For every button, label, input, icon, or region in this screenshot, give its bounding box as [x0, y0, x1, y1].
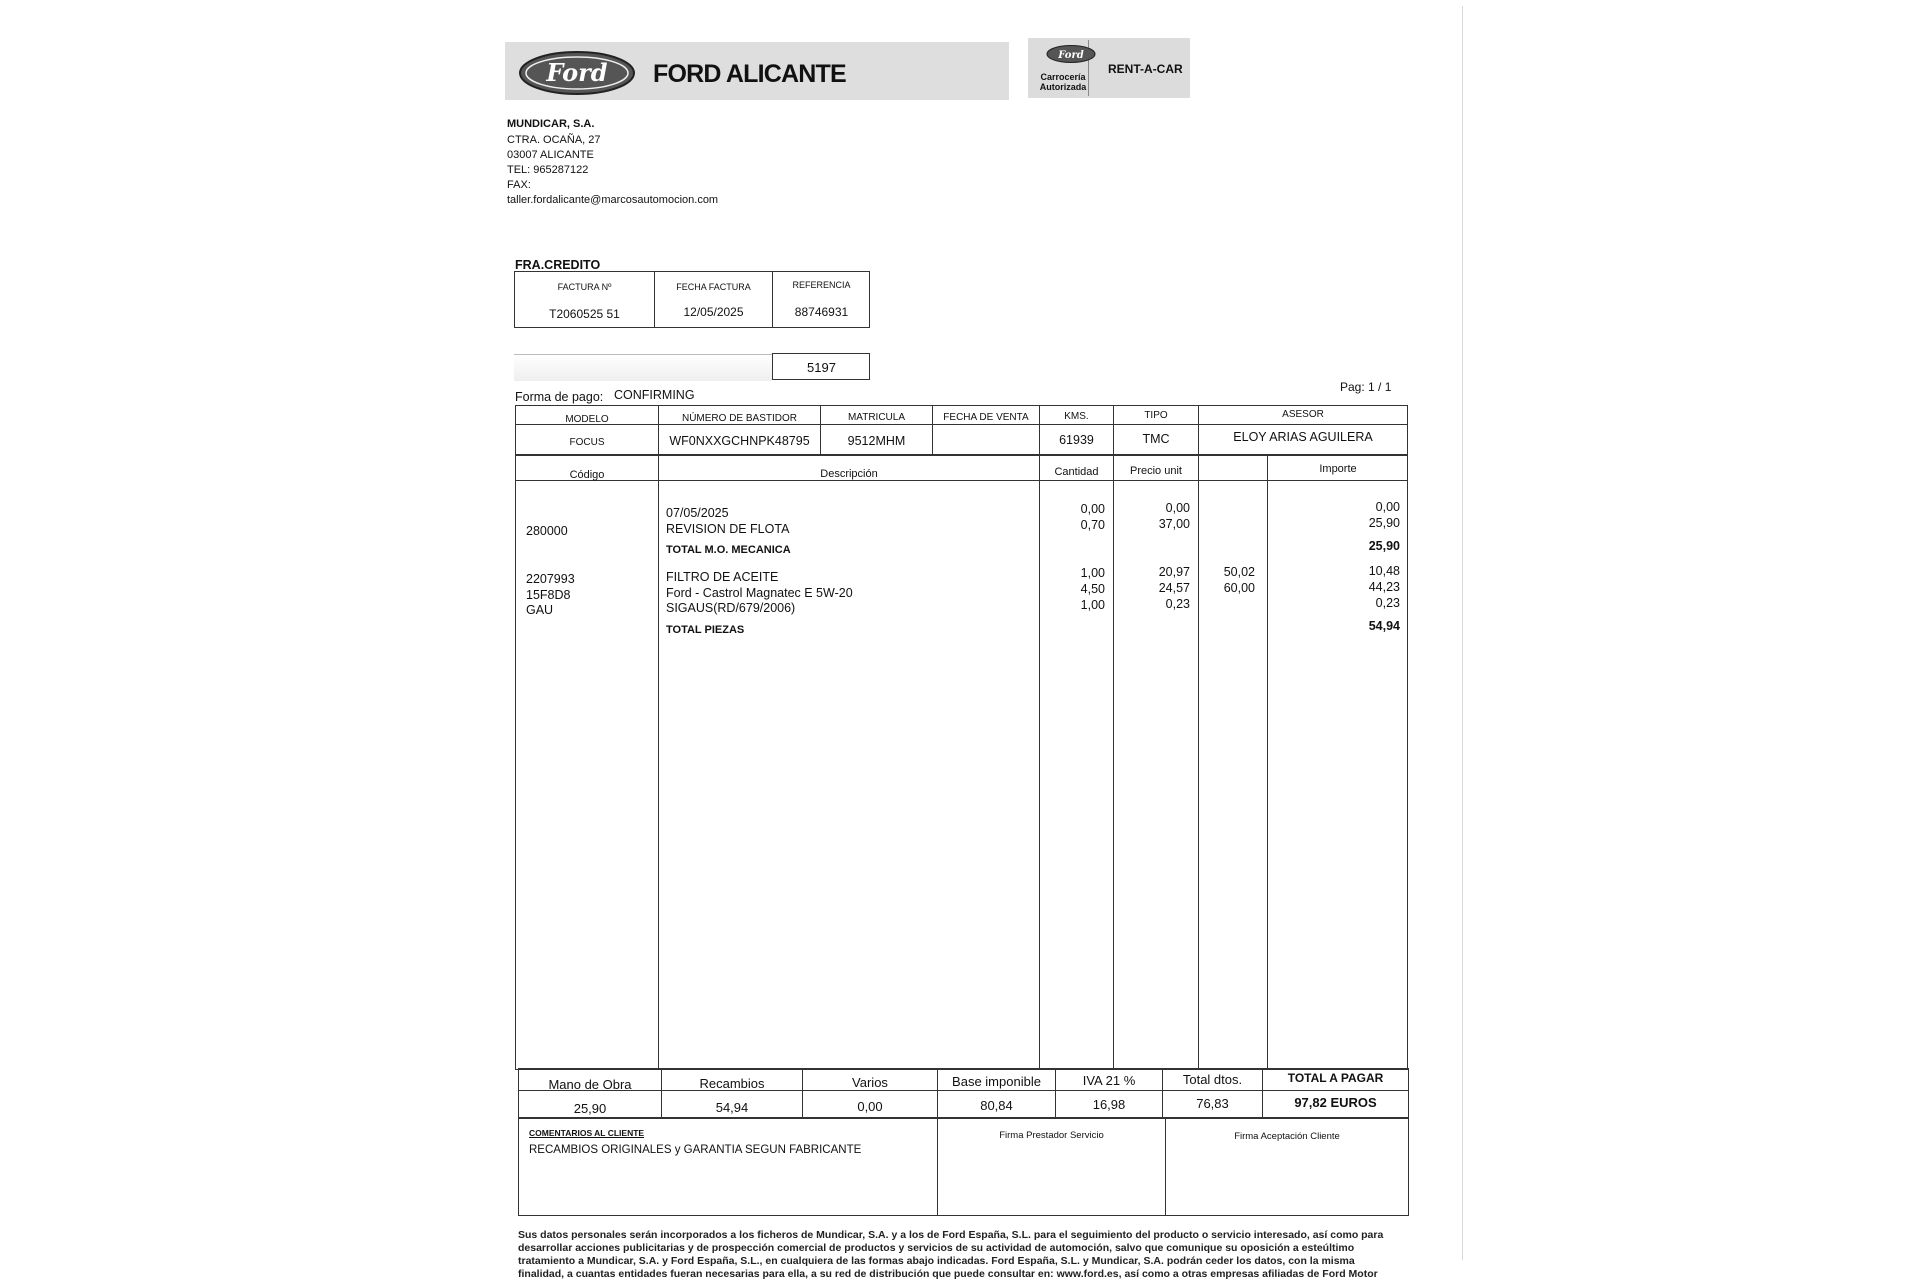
fecha-factura-label: FECHA FACTURA: [676, 282, 751, 292]
ford-logo: [518, 50, 636, 96]
line-filtro-price: 20,97: [1158, 565, 1190, 579]
line-aceite-price: 24,57: [1158, 581, 1190, 595]
bastidor-value: WF0NXXGCHNPK48795: [669, 434, 810, 448]
company-address: CTRA. OCAÑA, 27: [507, 134, 601, 146]
company-tel: TEL: 965287122: [507, 164, 589, 176]
mano-obra-value: 25,90: [573, 1101, 607, 1116]
payment-label: Forma de pago:: [515, 390, 604, 404]
page-indicator: Pag: 1 / 1: [1340, 380, 1392, 394]
tipo-label: TIPO: [1144, 410, 1168, 421]
total-piezas-label: TOTAL PIEZAS: [666, 624, 745, 636]
line-aceite-desc: Ford - Castrol Magnatec E 5W-20: [666, 586, 853, 600]
line-aceite-qty: 4,50: [1080, 582, 1105, 596]
matricula-value: 9512MHM: [847, 434, 906, 448]
legal-line-4: finalidad, a cuantas entidades fueran necesarias para ella, a su red de distribución que puede consultar en: www.ford.es, así como a otras empresas afiliadas de Ford Motor: [518, 1268, 1378, 1280]
precio-header: Precio unit: [1130, 465, 1182, 477]
base-imponible-label: Base imponible: [952, 1074, 1041, 1089]
fecha-venta-label: FECHA DE VENTA: [943, 412, 1029, 423]
legal-line-2: desarrollar acciones publicitarias y de prospección comercial de productos y servicios de su actividad de automoción, salvo que comunique su oposición a esteúltimo: [518, 1242, 1355, 1254]
payment-method: CONFIRMING: [614, 388, 695, 402]
line-date-price: 0,00: [1165, 501, 1190, 515]
line-filtro-dto: 50,02: [1223, 565, 1255, 579]
company-email: taller.fordalicante@marcosautomocion.com: [507, 194, 719, 206]
brand-title: FORD ALICANTE: [653, 60, 846, 88]
rent-a-car-label: RENT-A-CAR: [1108, 62, 1183, 76]
line-revision-amount: 25,90: [1368, 516, 1400, 530]
company-name: MUNDICAR, S.A.: [507, 118, 595, 130]
referencia-value: 88746931: [794, 305, 849, 319]
account-bar: [514, 354, 772, 381]
legal-line-3: tratamiento a Mundicar, S.A. y Ford España, S.L., en cualquiera de las formas abajo indicadas. Ford España, S.L. y Mundicar, S.A. podrán ceder los datos, con la misma: [518, 1255, 1355, 1267]
firma-prestador-label: Firma Prestador Servicio: [999, 1130, 1104, 1141]
company-fax: FAX:: [507, 179, 531, 191]
bastidor-label: NÚMERO DE BASTIDOR: [681, 413, 797, 424]
line-sigaus-code: GAU: [526, 603, 554, 617]
line-sigaus-price: 0,23: [1165, 597, 1190, 611]
line-date-amount: 0,00: [1375, 500, 1400, 514]
modelo-value: FOCUS: [569, 437, 605, 448]
total-dtos-label: Total dtos.: [1182, 1072, 1243, 1087]
legal-line-1: Sus datos personales serán incorporados a los ficheros de Mundicar, S.A. y a los de Ford España, S.L. para el seguimiento del producto o servicio interesado, así como para: [518, 1229, 1384, 1241]
varios-value: 0,00: [857, 1099, 883, 1114]
line-date-qty: 0,00: [1080, 502, 1105, 516]
total-mo-label: TOTAL M.O. MECANICA: [666, 544, 791, 556]
total-pagar-label: TOTAL A PAGAR: [1287, 1071, 1384, 1085]
fecha-factura: 12/05/2025: [683, 305, 744, 319]
recambios-label: Recambios: [699, 1076, 765, 1091]
ford-small-logo: [1045, 44, 1097, 64]
page-edge: [1462, 6, 1463, 1260]
company-city: 03007 ALICANTE: [507, 149, 594, 161]
line-revision-code: 280000: [526, 524, 568, 538]
ford-logo-text: Ford: [546, 58, 608, 87]
iva-label: IVA 21 %: [1082, 1073, 1136, 1088]
modelo-label: MODELO: [565, 414, 609, 425]
factura-label: FACTURA Nº: [557, 282, 612, 292]
line-revision-price: 37,00: [1158, 517, 1190, 531]
line-aceite-code: 15F8D8: [526, 588, 571, 602]
matricula-label: MATRICULA: [847, 412, 906, 423]
referencia-label: REFERENCIA: [792, 280, 851, 290]
ford-small-logo-text: Ford: [1058, 50, 1084, 61]
total-mo-amount: 25,90: [1368, 539, 1400, 553]
firma-cliente-label: Firma Aceptación Cliente: [1234, 1131, 1340, 1142]
total-dtos-value: 76,83: [1196, 1096, 1229, 1111]
tipo-value: TMC: [1142, 432, 1170, 446]
invoice-type: FRA.CREDITO: [515, 258, 601, 272]
line-filtro-qty: 1,00: [1080, 566, 1105, 580]
line-filtro-desc: FILTRO DE ACEITE: [666, 570, 779, 584]
asesor-value: ELOY ARIAS AGUILERA: [1233, 430, 1373, 444]
iva-value: 16,98: [1092, 1097, 1126, 1112]
line-filtro-code: 2207993: [526, 572, 575, 586]
line-revision-desc: REVISION DE FLOTA: [666, 522, 790, 536]
cantidad-header: Cantidad: [1054, 466, 1099, 478]
varios-label: Varios: [852, 1075, 888, 1090]
importe-header: Importe: [1319, 463, 1357, 475]
factura-number: T2060525 51: [549, 307, 620, 321]
line-revision-qty: 0,70: [1080, 518, 1105, 532]
line-aceite-dto: 60,00: [1223, 581, 1255, 595]
line-sigaus-desc: SIGAUS(RD/679/2006): [666, 601, 796, 615]
line-sigaus-amount: 0,23: [1375, 596, 1400, 610]
line-aceite-amount: 44,23: [1368, 580, 1400, 594]
comments-label: COMENTARIOS AL CLIENTE: [529, 1128, 645, 1138]
asesor-label: ASESOR: [1282, 409, 1324, 420]
carroceria-label: Carrocería Autorizada: [1039, 72, 1087, 92]
descripcion-header: Descripción: [820, 468, 878, 480]
recambios-value: 54,94: [715, 1100, 749, 1115]
total-pagar-value: 97,82 EUROS: [1294, 1095, 1377, 1110]
account-number: 5197: [807, 360, 836, 375]
comments-text: RECAMBIOS ORIGINALES y GARANTIA SEGUN FABRICANTE: [529, 1144, 862, 1156]
mano-obra-label: Mano de Obra: [548, 1077, 632, 1092]
base-imponible-value: 80,84: [980, 1098, 1013, 1113]
line-sigaus-qty: 1,00: [1080, 598, 1105, 612]
codigo-header: Código: [569, 469, 605, 481]
kms-label: KMS.: [1064, 411, 1089, 422]
total-piezas-amount: 54,94: [1368, 619, 1400, 633]
line-filtro-amount: 10,48: [1368, 564, 1400, 578]
kms-value: 61939: [1059, 433, 1094, 447]
line-date-desc: 07/05/2025: [666, 506, 729, 520]
